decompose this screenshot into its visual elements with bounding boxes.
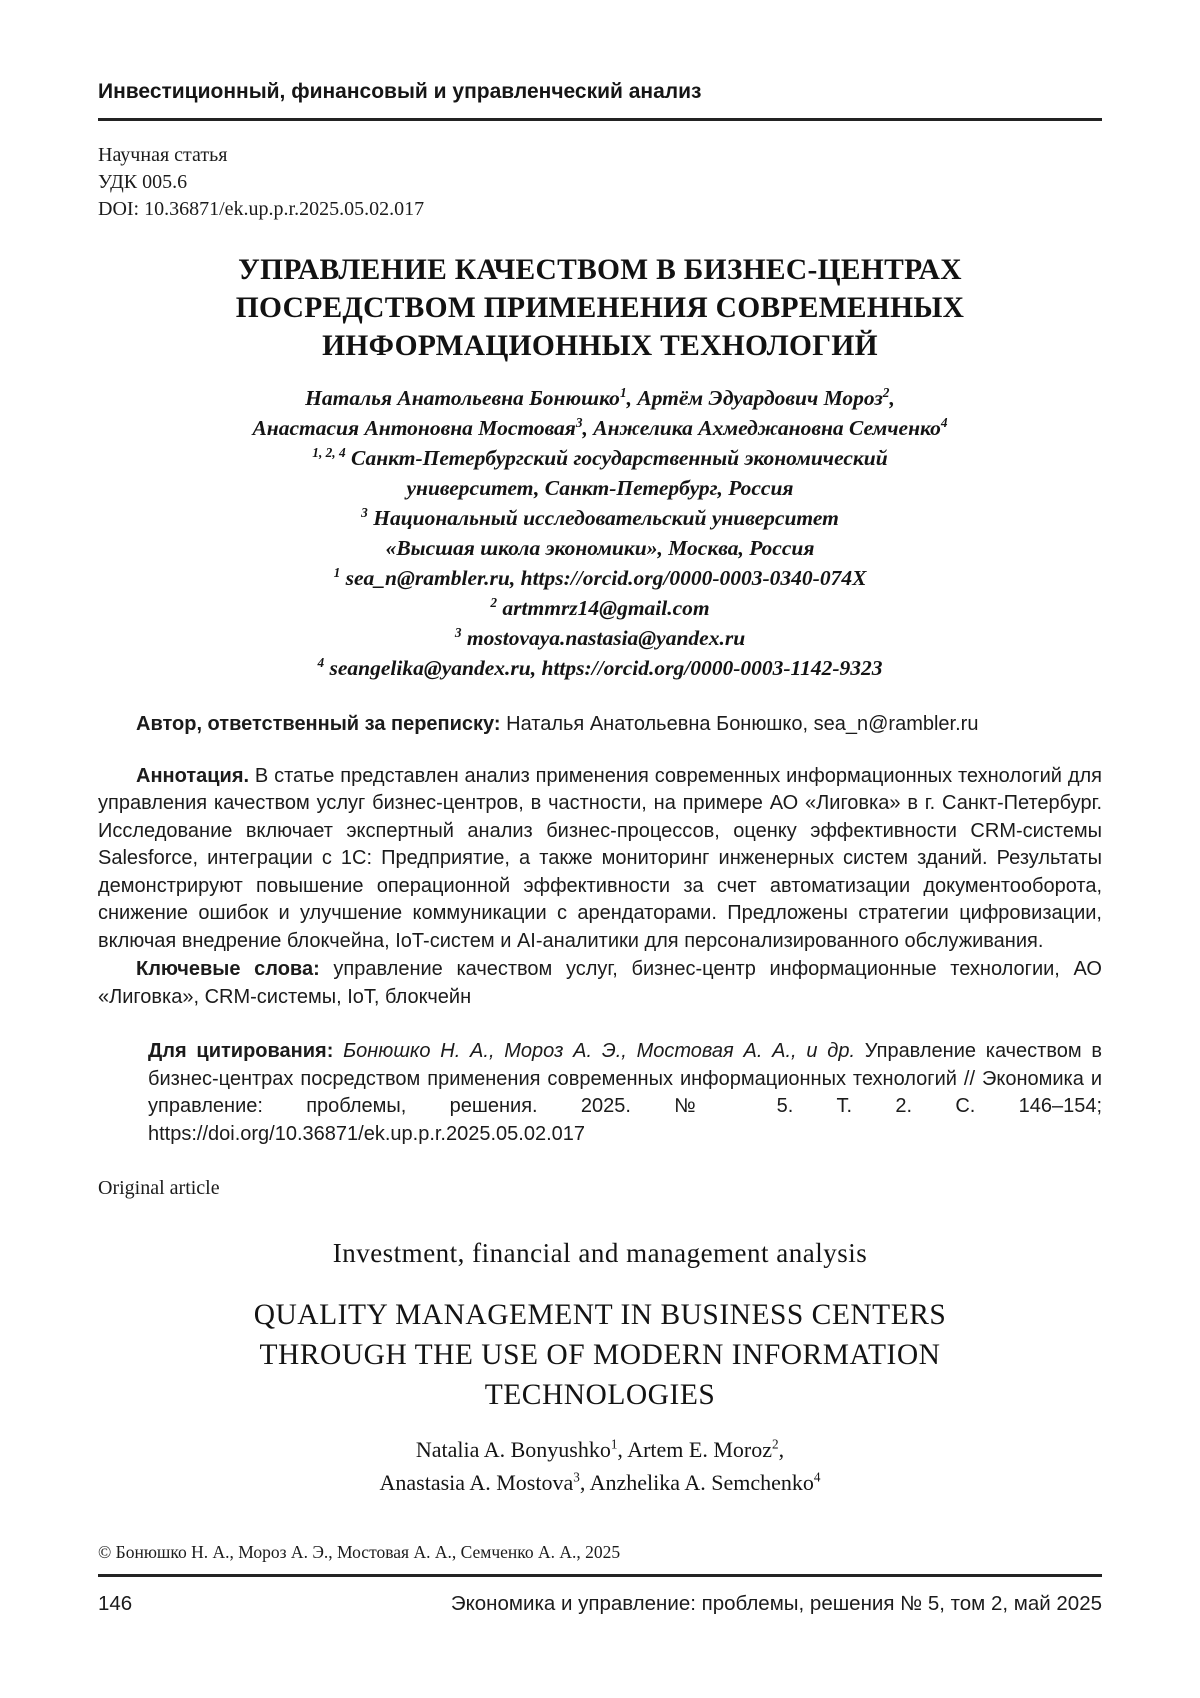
- contact-sup: 3: [454, 624, 462, 640]
- keywords-paragraph: [98, 956, 1102, 1011]
- contact-email-orcid: sea_n@rambler.ru, https://orcid.org/0000-0003-0340-074X: [340, 566, 867, 590]
- affiliation-sup: 1, 2, 4: [312, 444, 346, 460]
- authors-en-line-1: [98, 1433, 1102, 1466]
- authors-en: [98, 1433, 1102, 1499]
- udc-line: УДК 005.6: [98, 171, 188, 193]
- journal-section-en: Investment, financial and management analysis: [332, 1238, 868, 1268]
- contact-email: artmmrz14@gmail.com: [497, 596, 710, 620]
- abstract-paragraph: [98, 763, 1102, 956]
- author-name: Анастасия Антоновна Мостовая: [252, 416, 576, 440]
- affiliation-text: Санкт-Петербургский государственный экономический: [345, 446, 888, 470]
- doi-line: DOI: 10.36871/ek.up.p.r.2025.05.02.017: [98, 198, 425, 220]
- affiliation-line: [98, 503, 1102, 533]
- keywords-label: Ключевые слова:: [136, 958, 320, 980]
- footer-line: [98, 1592, 1102, 1616]
- title-en-line: THROUGH THE USE OF MODERN INFORMATION: [259, 1339, 941, 1371]
- contact-email: mostovaya.nastasia@yandex.ru: [461, 626, 746, 650]
- title-ru-line: ИНФОРМАЦИОННЫХ ТЕХНОЛОГИЙ: [322, 330, 878, 362]
- author-sup: 3: [575, 414, 583, 430]
- corresponding-author-line: [98, 711, 1102, 739]
- authors-ru-line-1: [98, 383, 1102, 413]
- contact-sup: 4: [317, 654, 325, 670]
- author-separator: ,: [582, 416, 594, 440]
- header-rule: [98, 118, 1102, 121]
- author-sup: 4: [813, 1469, 821, 1485]
- author-separator: ,: [617, 1437, 628, 1462]
- contact-sup: 1: [333, 564, 341, 580]
- title-ru: [98, 251, 1102, 365]
- running-head: [98, 80, 1102, 121]
- authors-en-line-2: [98, 1466, 1102, 1499]
- article-type-label: Научная статья: [98, 144, 228, 166]
- page-footer: [98, 1574, 1102, 1616]
- citation-authors: Бонюшко Н. А., Мороз А. Э., Мостовая А. А., и др.: [333, 1040, 856, 1062]
- citation-paragraph: [148, 1038, 1102, 1148]
- footer-rule: [98, 1574, 1102, 1577]
- author-name: Артём Эдуардович Мороз: [637, 386, 883, 410]
- title-en-line: QUALITY MANAGEMENT IN BUSINESS CENTERS: [253, 1299, 947, 1331]
- contact-sup: 2: [490, 594, 498, 610]
- author-separator: ,: [778, 1437, 785, 1462]
- author-separator: ,: [889, 386, 895, 410]
- author-sup: 3: [573, 1469, 580, 1485]
- author-sup: 2: [882, 384, 890, 400]
- title-ru-line: УПРАВЛЕНИЕ КАЧЕСТВОМ В БИЗНЕС-ЦЕНТРАХ: [238, 254, 962, 286]
- keywords-text: управление качеством услуг, бизнес-центр информационные технологии, АО «Лиговка», CRM-системы, IoT, блокчейн: [98, 958, 1102, 1008]
- affiliation-text: университет, Санкт-Петербург, Россия: [406, 476, 794, 500]
- corresponding-author-value: Наталья Анатольевна Бонюшко, sea_n@rambler.ru: [500, 713, 979, 735]
- affiliation-line: [98, 473, 1102, 503]
- contact-line: [98, 623, 1102, 653]
- author-name: Anastasia A. Mostova: [379, 1470, 574, 1495]
- article-meta: [98, 142, 1102, 223]
- author-name: Anzhelika A. Semchenko: [589, 1470, 814, 1495]
- author-name: Наталья Анатольевна Бонюшко: [305, 386, 620, 410]
- author-separator: ,: [626, 386, 638, 410]
- contact-line: [98, 593, 1102, 623]
- author-sup: 2: [772, 1436, 779, 1452]
- footer-journal-title: Экономика и управление: проблемы, решения № 5, том 2, май 2025: [450, 1592, 1102, 1615]
- author-name: Анжелика Ахмеджановна Семченко: [593, 416, 941, 440]
- contact-line: [98, 563, 1102, 593]
- authors-ru-line-2: [98, 413, 1102, 443]
- author-separator: ,: [579, 1470, 590, 1495]
- title-en: [98, 1295, 1102, 1415]
- affiliation-line: [98, 533, 1102, 563]
- affiliation-text: «Высшая школа экономики», Москва, Россия: [385, 536, 815, 560]
- author-sup: 4: [940, 414, 948, 430]
- author-name: Natalia A. Bonyushko: [415, 1437, 611, 1462]
- contact-line: [98, 653, 1102, 683]
- abstract-text: В статье представлен анализ применения современных информационных технологий для управления качеством услуг бизнес-центров, в частности, на примере АО «Лиговка» в г. Санкт-Петербург. Исследование включает экспертный анализ бизнес-процессов, оценку эффективности CRM-системы Salesforce, интеграции с 1С: Предприятие, а также мониторинг инженерных систем зданий. Результаты демонстрируют повышение операционной эффективности за счет автоматизации документооборота, снижение ошибок и улучшение коммуникации с арендаторами. Предложены стратегии цифровизации, включая внедрение блокчейна, IoT-систем и AI-аналитики для персонализированного обслуживания.: [98, 764, 1102, 952]
- citation-label: Для цитирования:: [148, 1040, 334, 1062]
- title-ru-line: ПОСРЕДСТВОМ ПРИМЕНЕНИЯ СОВРЕМЕННЫХ: [235, 292, 965, 324]
- original-article-label: Original article: [98, 1177, 220, 1199]
- affiliation-sup: 3: [361, 504, 368, 520]
- copyright-line: © Бонюшко Н. А., Мороз А. Э., Мостовая А. А., Семченко А. А., 2025: [98, 1541, 621, 1562]
- affiliation-text: Национальный исследовательский университет: [367, 506, 839, 530]
- journal-section-ru: Инвестиционный, финансовый и управленческий анализ: [98, 80, 702, 103]
- abstract-label: Аннотация.: [136, 764, 250, 787]
- citation-text: Управление качеством в бизнес-центрах посредством применения современных информационных технологий // Экономика и управление: проблемы, решения. 2025. № 5. Т. 2. С. 146–154; https://doi.org/10.36871/ek.up.p.r.2025.05.02.017: [148, 1040, 1103, 1145]
- page-number: 146: [98, 1592, 133, 1615]
- author-sup: 1: [610, 1436, 618, 1452]
- author-sup: 1: [619, 384, 627, 400]
- affiliation-line: [98, 443, 1102, 473]
- corresponding-author-label: Автор, ответственный за переписку:: [136, 713, 501, 735]
- authors-and-affiliations-ru: [98, 383, 1102, 683]
- contact-email-orcid: seangelika@yandex.ru, https://orcid.org/0000-0003-1142-9323: [324, 656, 883, 680]
- title-en-line: TECHNOLOGIES: [484, 1379, 716, 1411]
- author-name: Artem E. Moroz: [627, 1437, 773, 1462]
